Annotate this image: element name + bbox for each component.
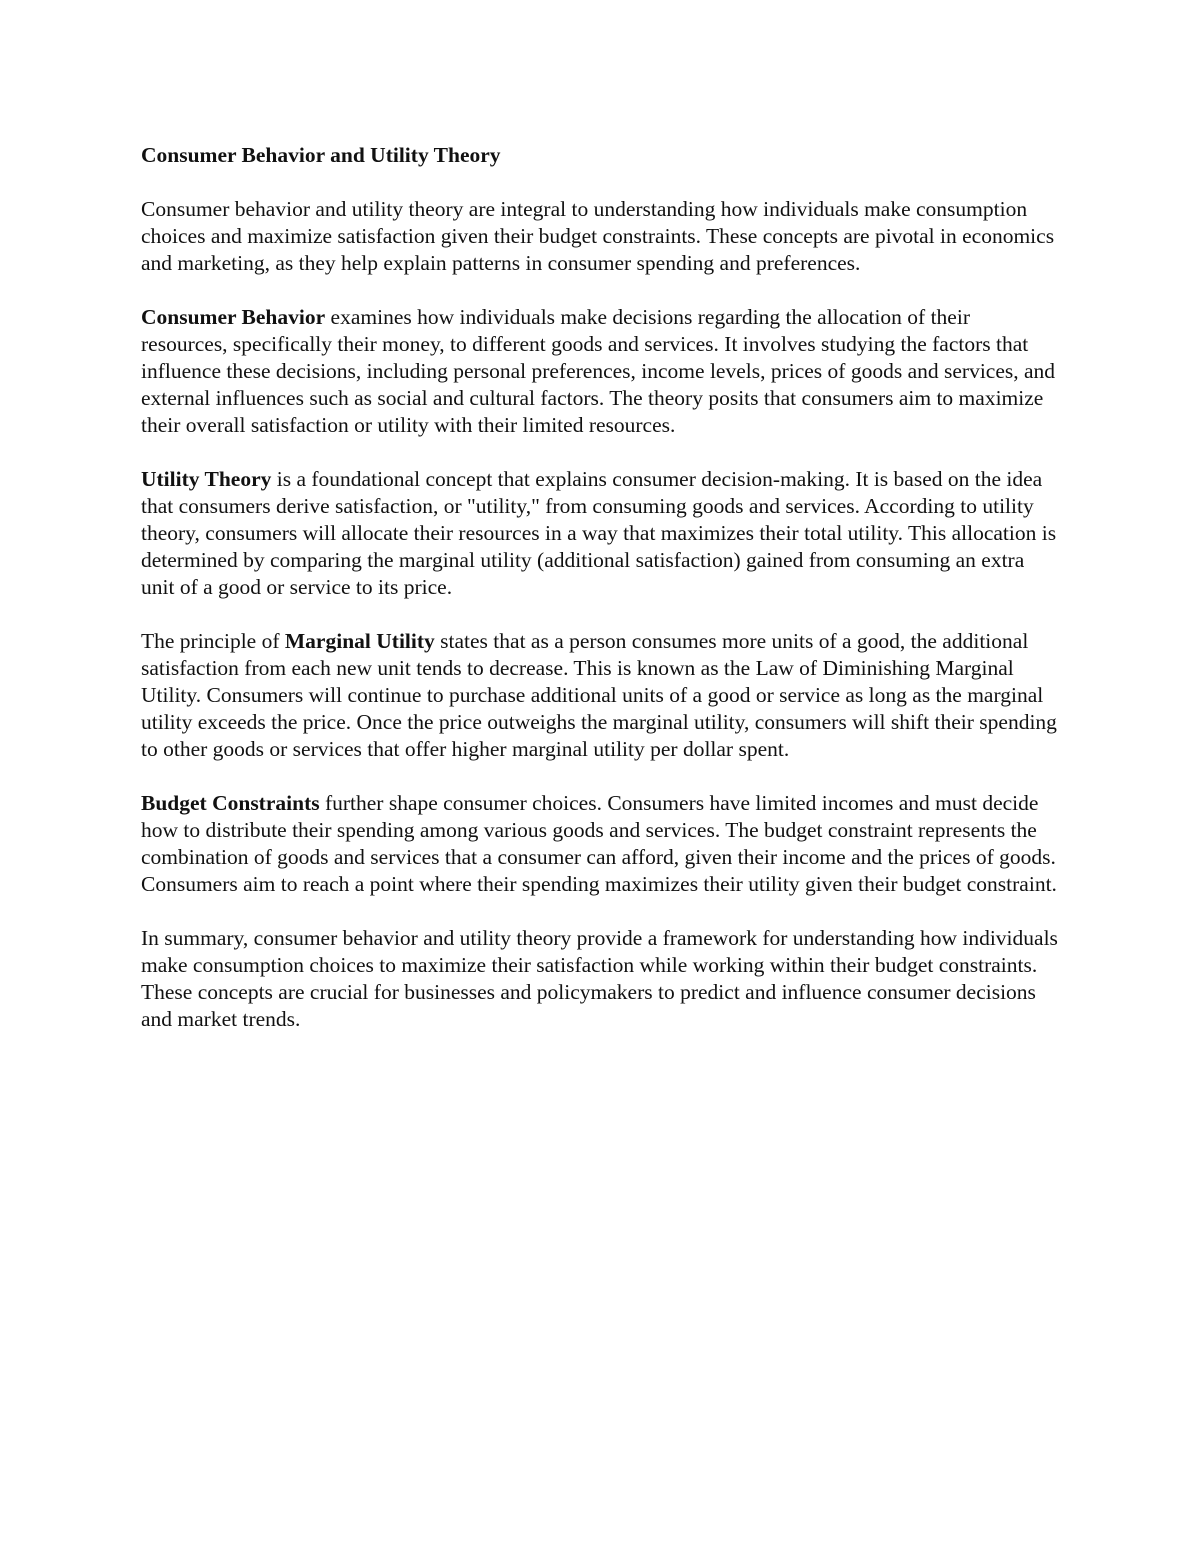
budget-constraints-term: Budget Constraints — [141, 791, 320, 815]
marginal-utility-text: states that as a person consumes more units of a good, the additional satisfaction from each new unit tends to decrease. This is known as the Law of Diminishing Marginal Utility. Consumers will continue to purchase additional units of a good or service as long as the marginal utility exceeds the price. Once the price outweighs the marginal utility, consumers will shift their spending to other goods or services that offer higher marginal utility per dollar spent. — [141, 629, 1057, 761]
document-body — [141, 142, 1061, 1060]
summary-paragraph: In summary, consumer behavior and utility theory provide a framework for understanding how individuals make consumption choices to maximize their satisfaction while working within their budget constraints. These concepts are crucial for businesses and policymakers to predict and influence consumer decisions and market trends. — [141, 926, 1058, 1031]
document-title: Consumer Behavior and Utility Theory — [141, 143, 501, 167]
consumer-behavior-term: Consumer Behavior — [141, 305, 326, 329]
utility-theory-term: Utility Theory — [141, 467, 272, 491]
budget-constraints-paragraph — [141, 790, 1061, 898]
marginal-utility-prefix: The principle of — [141, 629, 285, 653]
consumer-behavior-text: examines how individuals make decisions regarding the allocation of their resources, specifically their money, to different goods and services. It involves studying the factors that influence these decisions, including personal preferences, income levels, prices of goods and services, and external influences such as social and cultural factors. The theory posits that consumers aim to maximize their overall satisfaction or utility with their limited resources. — [141, 305, 1056, 437]
utility-theory-text: is a foundational concept that explains consumer decision-making. It is based on the idea that consumers derive satisfaction, or "utility," from consuming goods and services. According to utility theory, consumers will allocate their resources in a way that maximizes their total utility. This allocation is determined by comparing the marginal utility (additional satisfaction) gained from consuming an extra unit of a good or service to its price. — [141, 467, 1057, 599]
budget-constraints-text: further shape consumer choices. Consumers have limited incomes and must decide how to distribute their spending among various goods and services. The budget constraint represents the combination of goods and services that a consumer can afford, given their income and the prices of goods. Consumers aim to reach a point where their spending maximizes their utility given their budget constraint. — [141, 791, 1057, 896]
utility-theory-paragraph — [141, 466, 1061, 601]
marginal-utility-paragraph — [141, 628, 1061, 763]
marginal-utility-term: Marginal Utility — [284, 629, 435, 653]
consumer-behavior-paragraph — [141, 304, 1061, 439]
intro-paragraph: Consumer behavior and utility theory are integral to understanding how individuals make consumption choices and maximize satisfaction given their budget constraints. These concepts are pivotal in economics and marketing, as they help explain patterns in consumer spending and preferences. — [141, 197, 1055, 275]
